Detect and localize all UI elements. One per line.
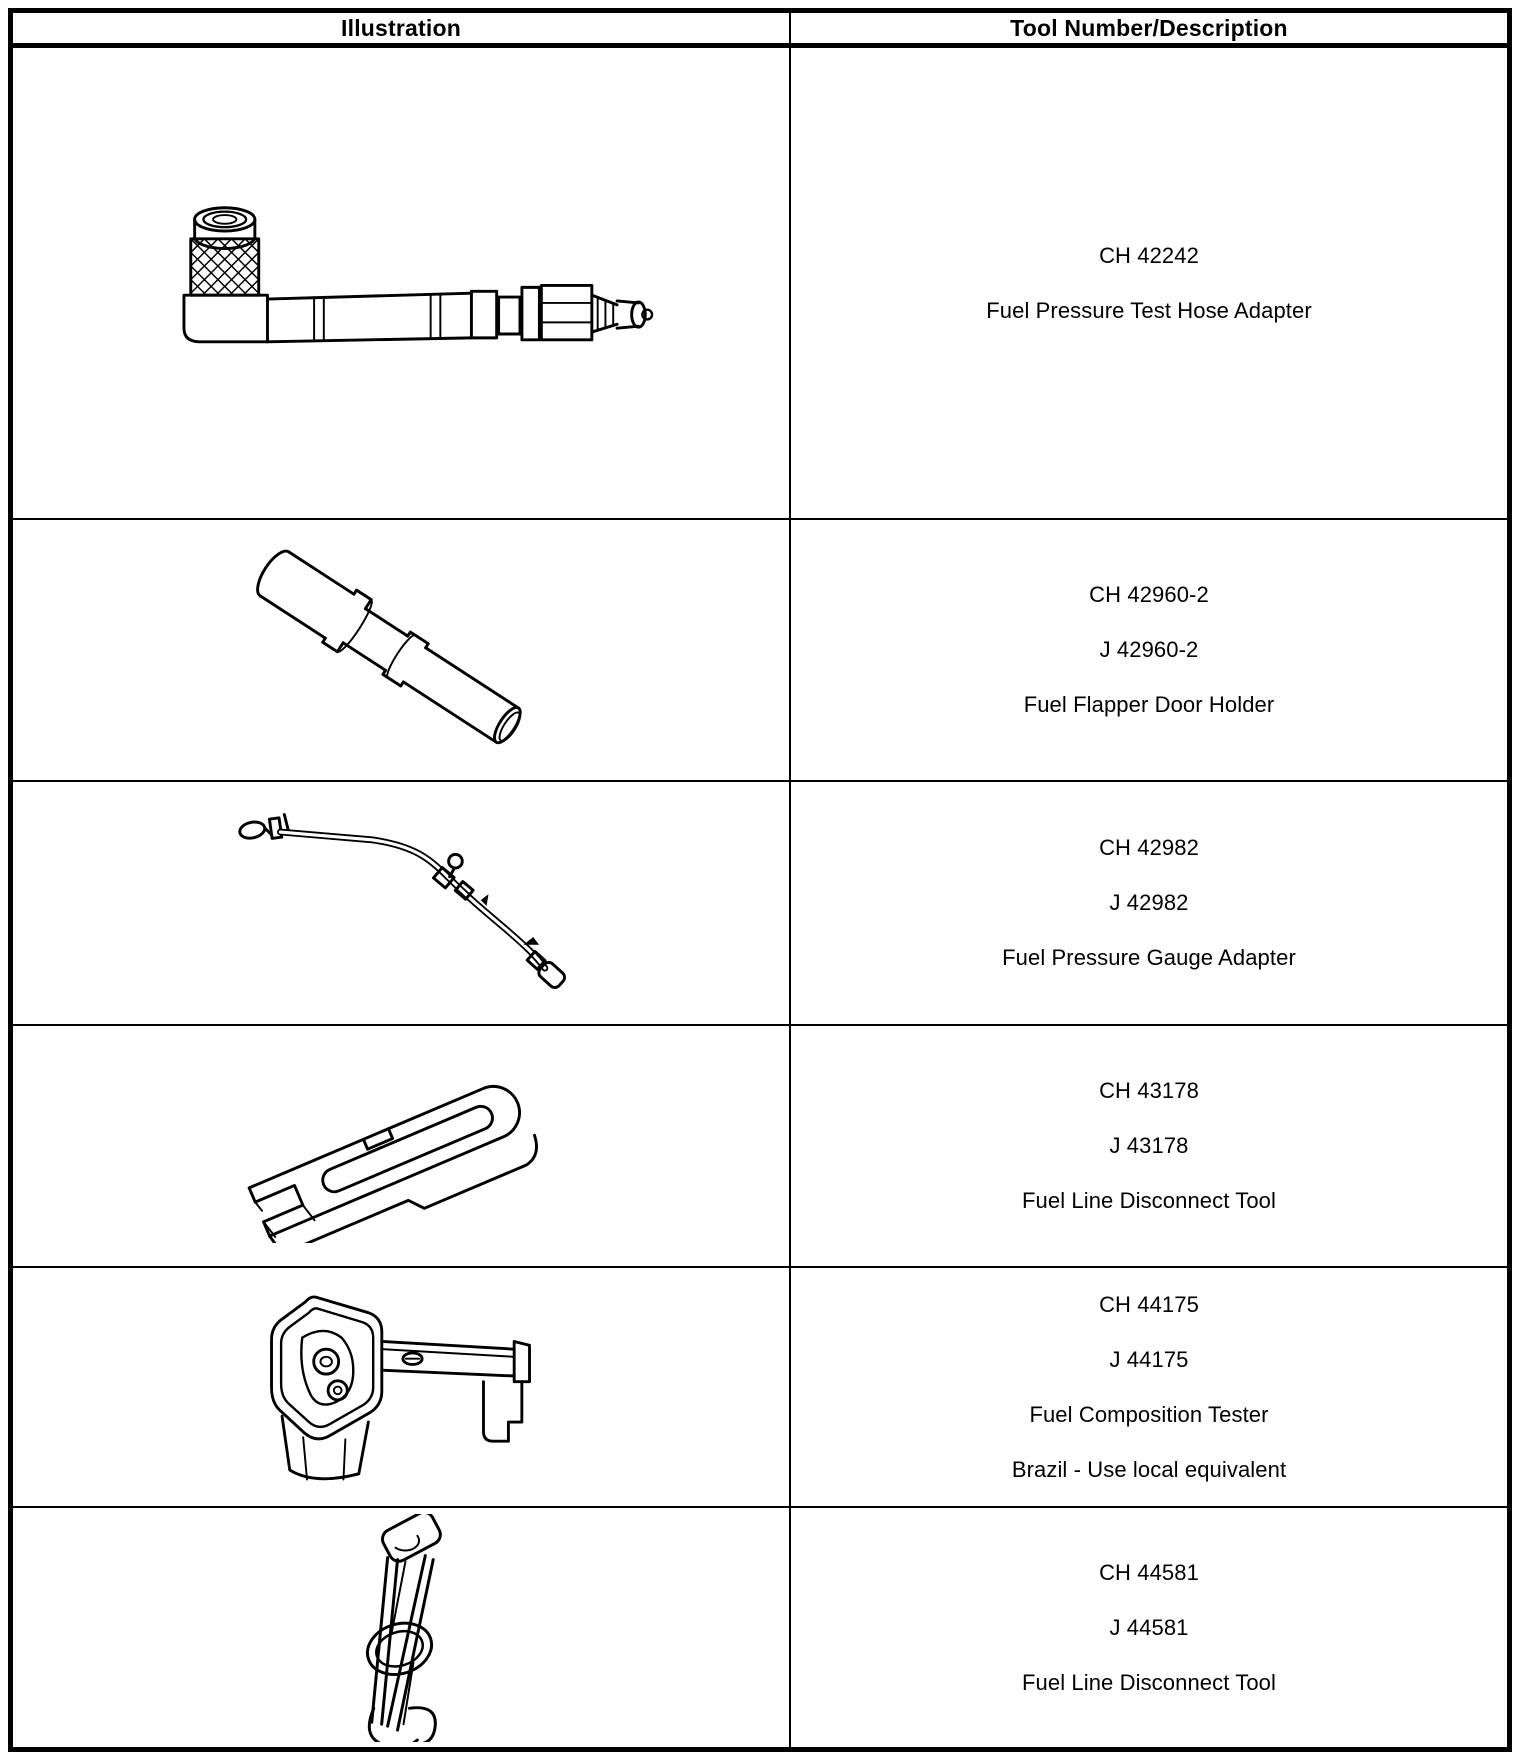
tool-number-ch: CH 42982: [1099, 835, 1199, 860]
tool-note: Brazil - Use local equivalent: [1011, 1456, 1287, 1482]
table-row: [13, 1268, 1507, 1508]
table-row: [13, 1508, 1507, 1747]
description-cell: [791, 782, 1507, 1024]
col-header-tool-number: Tool Number/Description: [1010, 14, 1288, 41]
illustration-cell: [13, 1508, 791, 1747]
table-row: [13, 520, 1507, 782]
tool-number-ch: CH 42242: [1099, 242, 1199, 268]
fuel-composition-tester-illustration: [257, 1282, 545, 1493]
illustration-cell: [13, 782, 791, 1024]
tool-description: Fuel Pressure Test Hose Adapter: [986, 297, 1312, 323]
illustration-cell: [13, 1026, 791, 1266]
special-tools-table: [8, 8, 1512, 1752]
description-cell: [791, 1508, 1507, 1747]
table-row: [13, 48, 1507, 520]
tool-number-ch: CH 43178: [1099, 1078, 1199, 1103]
tool-number-j: J 42982: [1109, 890, 1189, 915]
tool-description: Fuel Composition Tester: [1029, 1401, 1269, 1427]
table-row: [13, 782, 1507, 1026]
tool-description: Fuel Line Disconnect Tool: [1021, 1188, 1277, 1213]
description-cell: [791, 520, 1507, 780]
description-cell: [791, 48, 1507, 518]
tool-number-ch: CH 44175: [1099, 1291, 1199, 1317]
fuel-line-disconnect-tool-illustration: [322, 1514, 481, 1742]
table-header-row: [13, 13, 1507, 48]
tool-number-j: J 43178: [1109, 1133, 1189, 1158]
description-cell: [791, 1026, 1507, 1266]
tool-description: Fuel Pressure Gauge Adapter: [1002, 945, 1296, 970]
tool-description: Fuel Flapper Door Holder: [1023, 692, 1275, 717]
col-header-illustration: Illustration: [13, 13, 791, 43]
description-cell: [791, 1268, 1507, 1506]
tool-number-ch: CH 44581: [1099, 1559, 1199, 1585]
tool-number-j: J 44581: [1109, 1614, 1189, 1640]
fuel-line-disconnect-tool-illustration: [236, 1049, 566, 1243]
illustration-cell: [13, 1268, 791, 1506]
fuel-flapper-door-holder-illustration: [226, 534, 576, 767]
tool-number-ch: CH 42960-2: [1089, 582, 1209, 607]
tool-number-j: J 44175: [1109, 1346, 1189, 1372]
fuel-pressure-gauge-adapter-illustration: [226, 791, 576, 1015]
tool-description: Fuel Line Disconnect Tool: [1021, 1669, 1277, 1695]
table-row: [13, 1026, 1507, 1268]
illustration-cell: [13, 520, 791, 780]
tool-number-j: J 42960-2: [1099, 637, 1199, 662]
illustration-cell: [13, 48, 791, 518]
fuel-pressure-test-hose-adapter-illustration: [149, 196, 654, 371]
